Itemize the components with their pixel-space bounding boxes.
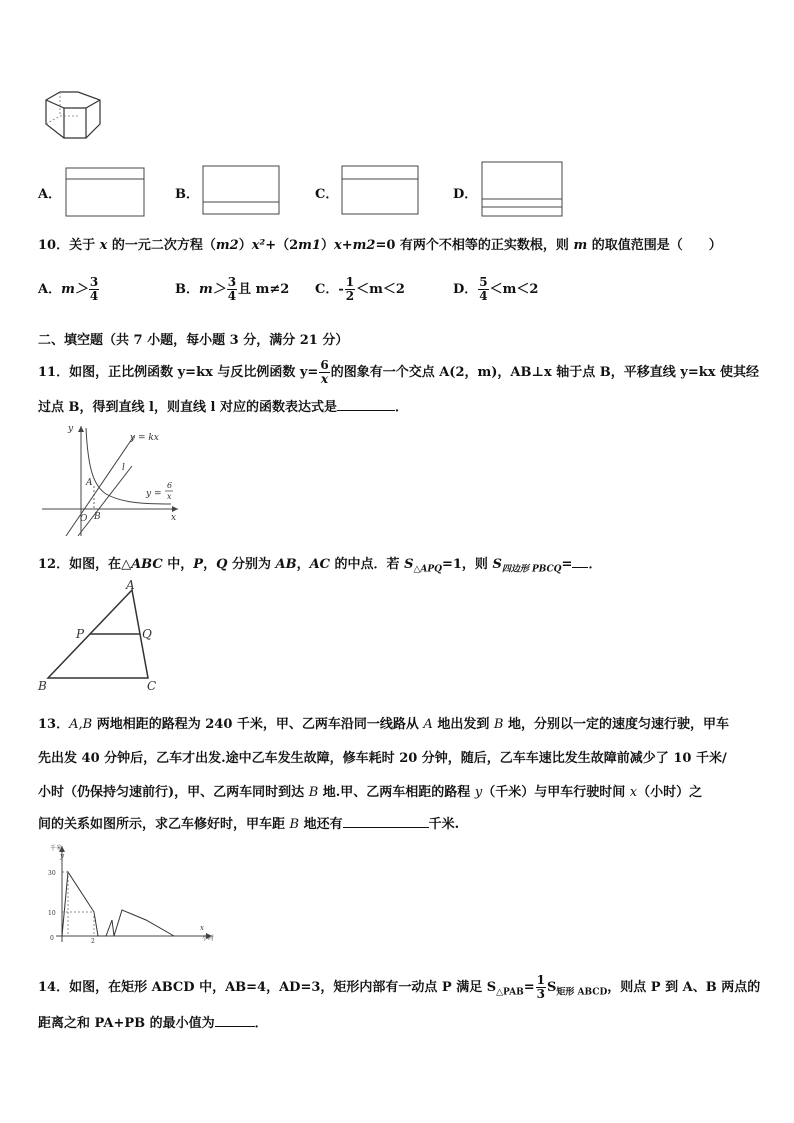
tick-10: 10 [48, 910, 56, 917]
denominator: 4 [227, 289, 237, 303]
q12-text: ， [296, 557, 310, 572]
fraction [536, 974, 546, 1001]
question-10 [38, 234, 722, 253]
q14-text: ． [254, 1016, 268, 1031]
q9-option-b-label: B． [175, 187, 199, 202]
denominator: 4 [479, 289, 488, 303]
q13-var: B [493, 717, 504, 732]
q12-text: 中， [162, 557, 194, 572]
q9-option-a-figure [65, 167, 145, 217]
fraction [227, 276, 237, 303]
numerator: 3 [227, 275, 237, 289]
q12-triangle [34, 578, 164, 694]
answer-blank[interactable] [572, 555, 588, 568]
section-title: 二、填空题（共 7 小题，每小题 3 分，满分 21 分） [38, 333, 349, 348]
option-text: ＜m＜2 [356, 282, 405, 297]
option-text: 且 m≠2 [238, 282, 290, 297]
numerator: 5 [479, 275, 488, 289]
q9-option-c-label: C． [315, 187, 339, 202]
question-13-line-1 [38, 713, 729, 732]
q13-number: 13． [38, 717, 70, 732]
q10-text: 的一元二次方程（ [107, 238, 216, 253]
option-label: B． [175, 282, 199, 297]
q14-text: = [523, 980, 535, 995]
q12-subscript: △APQ [413, 564, 442, 575]
q12-var: AB [275, 557, 297, 572]
graph-label-y: y [68, 424, 74, 434]
question-12 [38, 553, 601, 575]
q10-var: m [573, 238, 588, 253]
option-text: ＜m＜2 [489, 282, 539, 297]
question-14-line-1 [38, 974, 760, 1001]
fraction [478, 276, 488, 303]
denominator: 4 [89, 289, 99, 303]
q13-text: 千米. [428, 817, 460, 832]
q10-option-b [175, 276, 289, 303]
q13-text: 间的关系如图所示，求乙车修好时，甲车距 [38, 817, 290, 832]
q9-option-d-figure [481, 161, 563, 217]
q11-text: ． [394, 400, 408, 415]
question-11-line-2 [38, 396, 408, 415]
q13-var: A [423, 717, 433, 732]
question-11-line-1 [38, 359, 759, 386]
tick-0: 0 [50, 935, 54, 942]
q12-text: ． [588, 557, 602, 572]
q12-text: = [561, 557, 573, 572]
graph-label-b: B [94, 512, 101, 522]
option-label: C． [315, 282, 339, 297]
q10-option-d [453, 276, 538, 303]
q10-text: ） [238, 238, 252, 253]
x-unit-label: 小时 [202, 935, 215, 942]
q11-text: 过点 B，得到直线 l，则直线 l 对应的函数表达式是 [38, 400, 337, 415]
q10-text: =0 有两个不相等的正实数根，则 [375, 238, 574, 253]
option-label: D． [453, 282, 478, 297]
q10-number: 10． [38, 238, 70, 253]
q14-text: 如图，在矩形 ABCD 中，AB=4，AD=3，矩形内部有一动点 P 满足 S [69, 980, 497, 995]
q10-option-c [315, 276, 405, 303]
q9-option-c-figure [341, 165, 419, 215]
q14-text: 距离之和 PA+PB 的最小值为 [38, 1016, 215, 1031]
fraction [345, 276, 355, 303]
y-var-label: y [60, 852, 64, 860]
denominator: x [320, 372, 329, 386]
q10-var: m2 [215, 238, 239, 253]
q12-var: S [404, 557, 414, 572]
label-p: P [76, 627, 85, 641]
graph-label-inv-den: x [167, 492, 172, 501]
q14-text: S [547, 980, 557, 995]
denominator: 3 [536, 987, 546, 1001]
q13-text: 两地相距的路程为 240 千米，甲、乙两车沿同一线路从 [92, 717, 424, 732]
prism-figure [38, 86, 108, 150]
question-13-line-2: 先出发 40 分钟后，乙车才出发.途中乙车发生故障，修车耗时 20 分钟，随后，乙车车速比发生故障前减少了 10 千米/ [38, 751, 727, 766]
q12-var: ABC [131, 557, 163, 572]
label-c: C [147, 679, 157, 693]
q10-option-a [38, 276, 100, 303]
graph-label-x: x [171, 513, 177, 523]
question-13-line-3 [38, 781, 702, 800]
graph-label-inv: y = [146, 489, 162, 499]
label-a: A [126, 578, 135, 592]
graph-label-o: O [80, 514, 88, 524]
q10-var: m1 [298, 238, 321, 253]
option-text: m＞ [61, 282, 88, 297]
q11-text: 如图，正比例函数 y=kx 与反比例函数 y= [69, 365, 319, 380]
q12-var: P [193, 557, 204, 572]
q14-subscript: 矩形 ABCD [556, 987, 608, 998]
answer-blank[interactable] [337, 398, 395, 411]
q10-var: m2 [352, 238, 376, 253]
q10-text: +（2 [265, 238, 299, 253]
graph-label-a: A [86, 478, 93, 488]
q12-text: ， [203, 557, 217, 572]
question-13-line-4 [38, 813, 459, 832]
q13-var: x [629, 785, 638, 800]
q11-text: 的图象有一个交点 A(2，m)，AB⊥x 轴于点 B，平移直线 y=kx 使其经 [330, 365, 760, 380]
q11-graph [36, 420, 186, 538]
tick-30: 30 [48, 870, 56, 877]
q13-text: 小时（仍保持匀速前行)，甲、乙两车同时到达 [38, 785, 309, 800]
q14-text: ，则点 P 到 A、B 两点的 [607, 980, 761, 995]
q12-var: S [492, 557, 502, 572]
y-unit-label: 千米 [50, 845, 63, 852]
q9-option-a-label: A． [38, 187, 62, 202]
q10-text: ） [320, 238, 334, 253]
q13-var: B [308, 785, 319, 800]
q12-text: 如图，在△ [69, 557, 132, 572]
q9-option-d-label: D． [453, 187, 478, 202]
q12-text: 的中点．若 [330, 557, 405, 572]
q13-text: 地，分别以一定的速度匀速行驶，甲车 [503, 717, 729, 732]
q13-var: y [474, 785, 483, 800]
q11-number: 11． [38, 365, 70, 380]
numerator: 1 [345, 275, 355, 289]
graph-label-l: l [122, 463, 125, 473]
q13-text: （小时）之 [637, 785, 703, 800]
q12-text: 分别为 [227, 557, 276, 572]
q13-text: （千米）与甲车行驶时间 [482, 785, 630, 800]
option-text: m＞ [199, 282, 226, 297]
q10-text: 关于 [69, 238, 100, 253]
q13-text: 地出发到 [432, 717, 494, 732]
numerator: 6 [320, 358, 329, 372]
q10-var: x [333, 238, 342, 253]
q10-var: x [99, 238, 108, 253]
q13-var: A,B [69, 717, 93, 732]
q14-subscript: △PAB [496, 987, 524, 998]
q13-text: 地.甲、乙两车相距的路程 [318, 785, 475, 800]
option-text: - [338, 282, 344, 297]
numerator: 1 [536, 973, 546, 987]
denominator: 2 [345, 289, 355, 303]
fraction [319, 359, 329, 386]
q13-text: 地还有 [299, 817, 343, 832]
label-q: Q [142, 627, 152, 641]
question-14-line-2 [38, 1012, 268, 1031]
q10-text: + [341, 238, 353, 253]
q14-number: 14． [38, 980, 70, 995]
q10-text: 的取值范围是（ ） [587, 238, 722, 253]
answer-blank[interactable] [215, 1014, 255, 1027]
numerator: 3 [89, 275, 99, 289]
graph-label-kx: y = kx [130, 433, 159, 443]
q12-var: Q [216, 557, 228, 572]
q10-var: x² [251, 238, 266, 253]
q12-text: =1，则 [441, 557, 493, 572]
fraction [89, 276, 99, 303]
q13-graph [36, 842, 226, 948]
x-var-label: x [200, 924, 204, 932]
option-label: A． [38, 282, 62, 297]
q13-var: B [289, 817, 300, 832]
label-b: B [38, 679, 47, 693]
q12-subscript: 四边形 PBCQ [501, 564, 562, 575]
answer-blank[interactable] [343, 815, 429, 828]
tick-2: 2 [91, 938, 95, 945]
q9-option-b-figure [202, 165, 280, 215]
q12-number: 12． [38, 557, 70, 572]
graph-label-inv-num: 6 [167, 481, 173, 490]
q12-var: AC [309, 557, 331, 572]
